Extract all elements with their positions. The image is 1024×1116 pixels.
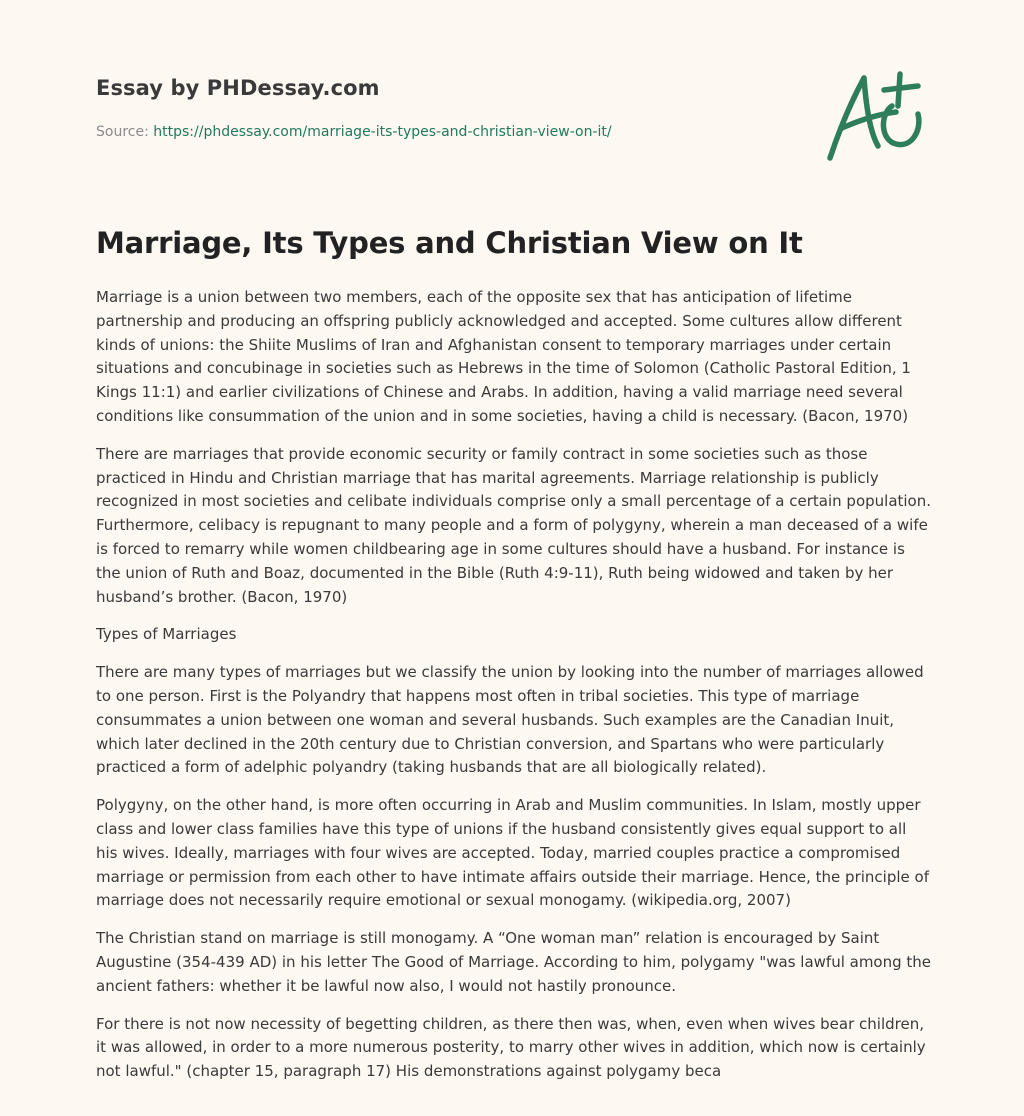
site-brand: Essay by PHDessay.com <box>96 76 380 100</box>
paragraph: Marriage is a union between two members, each of the opposite sex that has anticipation of lifetime partnership and producing an offspring publicly acknowledged and accepted. Some cultures allow different kinds of unions: the Shiite Muslims of Iran and Afghanistan consent to temporary marriages under certain situations and concubinage in societies such as Hebrews in the time of Solomon (Catholic Pastoral Edition, 1 Kings 11:1) and earlier civilizations of Chinese and Arabs. In addition, having a valid marriage need several conditions like consummation of the union and in some societies, having a child is necessary. (Bacon, 1970) <box>96 288 911 425</box>
paragraph: For there is not now necessity of begetting children, as there then was, when, even when wives bear children, it was allowed, in order to a more numerous posterity, to marry other wives in addition, which now is certainly not lawful." (chapter 15, paragraph 17) His demonstrations against polygamy beca <box>96 1014 926 1081</box>
paragraph: There are many types of marriages but we classify the union by looking into the number of marriages allowed to one person. First is the Polyandry that happens most often in tribal societies. This type of marriage consummates a union between one woman and several husbands. Such examples are the Canadian Inuit, which later declined in the 20th century due to Christian conversion, and Spartans who were particularly practiced a form of adelphic polyandry (taking husbands that are all biologically related). <box>96 663 924 777</box>
source-label: Source: <box>96 124 149 140</box>
section-heading: Types of Marriages <box>96 625 237 644</box>
essay-body <box>96 286 932 1098</box>
page-header <box>96 76 796 140</box>
paragraph: Polygyny, on the other hand, is more often occurring in Arab and Muslim communities. In Islam, mostly upper class and lower class families have this type of unions if the husband consistently gives equal support to all his wives. Ideally, marriages with four wives are accepted. Today, married couples practice a compromised marriage or permission from each other to have intimate affairs outside their marriage. Hence, the principle of marriage does not necessarily require emotional or sexual monogamy. (wikipedia.org, 2007) <box>96 796 929 910</box>
source-link[interactable]: https://phdessay.com/marriage-its-types-and-christian-view-on-it/ <box>153 124 612 140</box>
paragraph: The Christian stand on marriage is still monogamy. A “One woman man” relation is encouraged by Saint Augustine (354-439 AD) in his letter The Good of Marriage. According to him, polygamy "was lawful among the ancient fathers: whether it be lawful now also, I would not hastily pronounce. <box>96 929 932 995</box>
a-plus-logo-icon <box>820 66 930 166</box>
source-line <box>96 124 796 140</box>
paragraph: There are marriages that provide economic security or family contract in some societies such as those practiced in Hindu and Christian marriage that has marital agreements. Marriage relationship is publicly recognized in most societies and celibate individuals comprise only a small percentage of a certain population. Furthermore, celibacy is repugnant to many people and a form of polygyny, wherein a man deceased of a wife is forced to remarry while women childbearing age in some cultures should have a husband. For instance is the union of Ruth and Boaz, documented in the Bible (Ruth 4:9-11), Ruth being widowed and taken by her husband’s brother. (Bacon, 1970) <box>96 444 932 606</box>
essay-title: Marriage, Its Types and Christian View on It <box>96 226 803 260</box>
